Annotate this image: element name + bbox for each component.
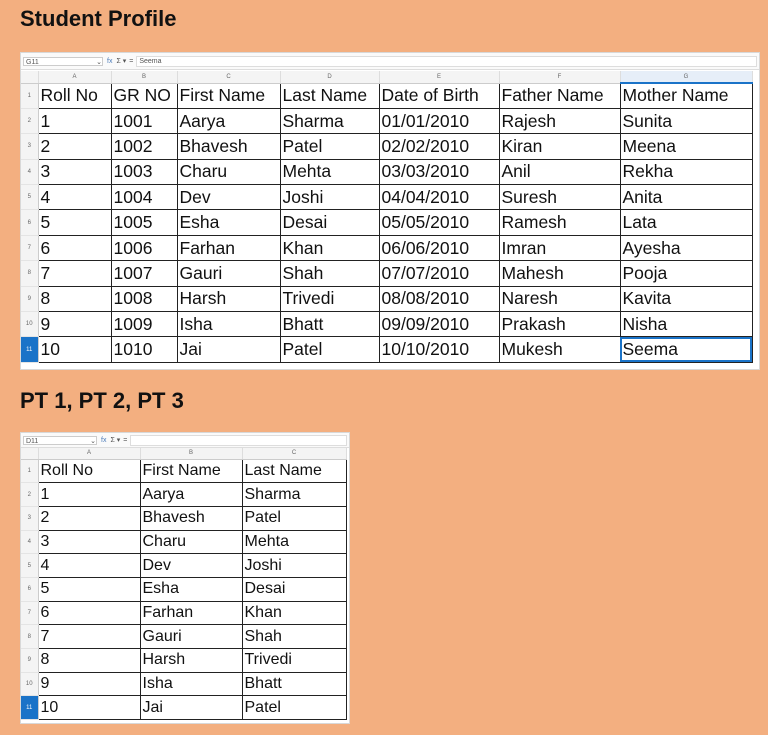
table-row: [21, 108, 752, 133]
table-cell[interactable]: 06/06/2010: [379, 235, 499, 260]
header-cell[interactable]: First Name: [140, 459, 242, 483]
table-cell[interactable]: 07/07/2010: [379, 261, 499, 286]
formula-input[interactable]: Seemа: [136, 56, 757, 67]
table-cell[interactable]: 2: [38, 506, 140, 530]
header-cell[interactable]: Roll No: [38, 459, 140, 483]
table-cell[interactable]: 1: [38, 483, 140, 507]
table-row: [21, 530, 346, 554]
row-header[interactable]: 7: [21, 601, 38, 625]
row-header[interactable]: 9: [21, 286, 38, 311]
table-row: [21, 554, 346, 578]
table-cell[interactable]: Charu: [140, 530, 242, 554]
table-cell[interactable]: Prakash: [499, 312, 620, 337]
row-header[interactable]: 11: [21, 337, 38, 362]
function-wizard-icon[interactable]: fx: [101, 436, 107, 444]
table-cell[interactable]: Naresh: [499, 286, 620, 311]
column-header-b[interactable]: B: [111, 71, 177, 83]
table-cell[interactable]: Jai: [140, 696, 242, 720]
formula-bar: [21, 53, 759, 70]
row-header[interactable]: 2: [21, 108, 38, 133]
table-cell[interactable]: Gauri: [140, 625, 242, 649]
table-cell[interactable]: Sharma: [242, 483, 346, 507]
table-cell[interactable]: Anil: [499, 159, 620, 184]
header-cell[interactable]: Roll No: [38, 83, 111, 108]
table-cell[interactable]: 1: [38, 108, 111, 133]
table-cell[interactable]: Bhatt: [242, 672, 346, 696]
table-cell[interactable]: 03/03/2010: [379, 159, 499, 184]
spreadsheet-pt: [20, 432, 350, 724]
table-cell[interactable]: Bhavesh: [140, 506, 242, 530]
header-cell[interactable]: Date of Birth: [379, 83, 499, 108]
row-header[interactable]: 8: [21, 261, 38, 286]
table-cell[interactable]: 1001: [111, 108, 177, 133]
table-cell[interactable]: 3: [38, 159, 111, 184]
table-row: [21, 337, 752, 362]
table-cell[interactable]: Mukesh: [499, 337, 620, 362]
header-cell[interactable]: GR NO: [111, 83, 177, 108]
sum-icon[interactable]: Σ ▾: [116, 58, 127, 65]
table-cell[interactable]: 6: [38, 235, 111, 260]
table-cell[interactable]: 1006: [111, 235, 177, 260]
table-cell[interactable]: 1010: [111, 337, 177, 362]
table-cell[interactable]: Ramesh: [499, 210, 620, 235]
row-header[interactable]: 9: [21, 649, 38, 673]
table-cell[interactable]: Farhan: [177, 235, 280, 260]
table-cell[interactable]: Jai: [177, 337, 280, 362]
table-cell[interactable]: Desai: [280, 210, 379, 235]
column-header-c[interactable]: C: [242, 448, 346, 459]
table-cell[interactable]: Dev: [177, 185, 280, 210]
table-cell[interactable]: 1008: [111, 286, 177, 311]
table-row: [21, 261, 752, 286]
table-cell[interactable]: Esha: [177, 210, 280, 235]
select-all-corner[interactable]: [21, 71, 38, 83]
row-header[interactable]: 1: [21, 459, 38, 483]
row-header[interactable]: 10: [21, 312, 38, 337]
table-cell[interactable]: Khan: [242, 601, 346, 625]
table-cell[interactable]: 02/02/2010: [379, 134, 499, 159]
table-cell[interactable]: Shah: [242, 625, 346, 649]
column-header-e[interactable]: E: [379, 71, 499, 83]
table-row: [21, 312, 752, 337]
table-row: [21, 506, 346, 530]
header-cell[interactable]: Father Name: [499, 83, 620, 108]
table-cell[interactable]: Sharma: [280, 108, 379, 133]
table-cell[interactable]: Suresh: [499, 185, 620, 210]
table-cell[interactable]: Mahesh: [499, 261, 620, 286]
table-cell[interactable]: 1009: [111, 312, 177, 337]
table-cell[interactable]: 10: [38, 337, 111, 362]
sum-icon[interactable]: Σ ▾: [110, 437, 121, 444]
row-header[interactable]: 7: [21, 235, 38, 260]
table-cell[interactable]: 9: [38, 312, 111, 337]
table-cell[interactable]: Imran: [499, 235, 620, 260]
table-cell[interactable]: 3: [38, 530, 140, 554]
header-cell[interactable]: First Name: [177, 83, 280, 108]
column-header-d[interactable]: D: [280, 71, 379, 83]
table-cell[interactable]: Rekha: [620, 159, 752, 184]
table-cell[interactable]: Gauri: [177, 261, 280, 286]
formula-bar: [21, 433, 349, 448]
table-row: [21, 459, 346, 483]
table-cell[interactable]: 6: [38, 601, 140, 625]
row-header[interactable]: 10: [21, 672, 38, 696]
table-cell[interactable]: Khan: [280, 235, 379, 260]
section-title-pt: PT 1, PT 2, PT 3: [20, 388, 184, 413]
table-row: [21, 210, 752, 235]
column-header-a[interactable]: A: [38, 71, 111, 83]
table-cell[interactable]: Nisha: [620, 312, 752, 337]
equals-icon[interactable]: =: [129, 57, 134, 65]
name-box[interactable]: G11 ⌄: [23, 57, 103, 66]
row-header[interactable]: 1: [21, 83, 38, 108]
header-cell[interactable]: Mother Name: [620, 83, 752, 108]
equals-icon[interactable]: =: [123, 436, 128, 444]
table-cell[interactable]: 7: [38, 625, 140, 649]
table-row: [21, 134, 752, 159]
table-cell[interactable]: Pooja: [620, 261, 752, 286]
function-wizard-icon[interactable]: fx: [107, 57, 113, 65]
table-row: [21, 483, 346, 507]
table-cell[interactable]: 4: [38, 554, 140, 578]
table-cell[interactable]: 09/09/2010: [379, 312, 499, 337]
section-title-student-profile: Student Profile: [20, 6, 177, 31]
column-header-f[interactable]: F: [499, 71, 620, 83]
table-cell[interactable]: 1007: [111, 261, 177, 286]
row-header[interactable]: 4: [21, 530, 38, 554]
table-row: [21, 649, 346, 673]
table-cell[interactable]: 2: [38, 134, 111, 159]
table-cell[interactable]: Mehta: [280, 159, 379, 184]
table-cell[interactable]: Kiran: [499, 134, 620, 159]
table-cell[interactable]: 1005: [111, 210, 177, 235]
row-header[interactable]: 8: [21, 625, 38, 649]
name-box[interactable]: D11 ⌄: [23, 436, 97, 445]
row-header[interactable]: 5: [21, 185, 38, 210]
table-row: [21, 286, 752, 311]
select-all-corner[interactable]: [21, 448, 38, 459]
data-grid: [21, 71, 753, 363]
table-cell[interactable]: Charu: [177, 159, 280, 184]
table-cell[interactable]: Aarya: [140, 483, 242, 507]
table-cell[interactable]: Shah: [280, 261, 379, 286]
table-cell[interactable]: Isha: [177, 312, 280, 337]
formula-input[interactable]: [130, 435, 347, 446]
table-row: [21, 235, 752, 260]
row-header[interactable]: 11: [21, 696, 38, 720]
table-cell[interactable]: 1002: [111, 134, 177, 159]
table-cell[interactable]: Anita: [620, 185, 752, 210]
table-cell[interactable]: Patel: [242, 696, 346, 720]
table-cell[interactable]: 5: [38, 210, 111, 235]
column-header-c[interactable]: C: [177, 71, 280, 83]
table-cell[interactable]: 1004: [111, 185, 177, 210]
table-cell[interactable]: Esha: [140, 577, 242, 601]
table-cell[interactable]: 08/08/2010: [379, 286, 499, 311]
table-cell[interactable]: Ayesha: [620, 235, 752, 260]
table-cell[interactable]: Isha: [140, 672, 242, 696]
table-cell[interactable]: Bhavesh: [177, 134, 280, 159]
column-header-g[interactable]: G: [620, 71, 752, 83]
table-row: [21, 83, 752, 108]
table-cell[interactable]: 8: [38, 649, 140, 673]
chevron-down-icon: ⌄: [96, 58, 102, 66]
chevron-down-icon: ⌄: [90, 437, 96, 445]
table-cell[interactable]: Sunita: [620, 108, 752, 133]
table-row: [21, 185, 752, 210]
table-cell[interactable]: Joshi: [242, 554, 346, 578]
table-cell[interactable]: 8: [38, 286, 111, 311]
table-cell[interactable]: Joshi: [280, 185, 379, 210]
table-row: [21, 696, 346, 720]
table-cell[interactable]: Meena: [620, 134, 752, 159]
row-header[interactable]: 2: [21, 483, 38, 507]
table-cell[interactable]: Trivedi: [242, 649, 346, 673]
table-cell[interactable]: 4: [38, 185, 111, 210]
table-cell[interactable]: Mehta: [242, 530, 346, 554]
table-cell[interactable]: Farhan: [140, 601, 242, 625]
table-cell[interactable]: Patel: [280, 337, 379, 362]
table-row: [21, 625, 346, 649]
row-header[interactable]: 6: [21, 210, 38, 235]
table-cell[interactable]: 10/10/2010: [379, 337, 499, 362]
table-cell[interactable]: 01/01/2010: [379, 108, 499, 133]
table-cell[interactable]: 10: [38, 696, 140, 720]
table-row: [21, 601, 346, 625]
column-header-b[interactable]: B: [140, 448, 242, 459]
table-cell[interactable]: 04/04/2010: [379, 185, 499, 210]
column-header-a[interactable]: A: [38, 448, 140, 459]
table-cell[interactable]: Rajesh: [499, 108, 620, 133]
table-cell[interactable]: 5: [38, 577, 140, 601]
table-cell[interactable]: 05/05/2010: [379, 210, 499, 235]
table-cell[interactable]: 7: [38, 261, 111, 286]
table-cell[interactable]: Patel: [242, 506, 346, 530]
table-cell[interactable]: Aarya: [177, 108, 280, 133]
row-header[interactable]: 3: [21, 134, 38, 159]
table-cell[interactable]: Desai: [242, 577, 346, 601]
table-row: [21, 577, 346, 601]
spreadsheet-student-profile: [20, 52, 760, 370]
table-cell[interactable]: Dev: [140, 554, 242, 578]
row-header[interactable]: 6: [21, 577, 38, 601]
row-header[interactable]: 5: [21, 554, 38, 578]
table-row: [21, 672, 346, 696]
row-header[interactable]: 4: [21, 159, 38, 184]
table-cell[interactable]: Trivedi: [280, 286, 379, 311]
header-cell[interactable]: Last Name: [242, 459, 346, 483]
table-cell[interactable]: Harsh: [177, 286, 280, 311]
table-cell[interactable]: 9: [38, 672, 140, 696]
header-cell[interactable]: Last Name: [280, 83, 379, 108]
table-cell[interactable]: Bhatt: [280, 312, 379, 337]
table-cell[interactable]: Lata: [620, 210, 752, 235]
table-cell[interactable]: Seema: [620, 337, 752, 362]
table-cell[interactable]: Kavita: [620, 286, 752, 311]
row-header[interactable]: 3: [21, 506, 38, 530]
table-cell[interactable]: Patel: [280, 134, 379, 159]
table-cell[interactable]: Harsh: [140, 649, 242, 673]
table-row: [21, 159, 752, 184]
data-grid: [21, 448, 347, 720]
table-cell[interactable]: 1003: [111, 159, 177, 184]
